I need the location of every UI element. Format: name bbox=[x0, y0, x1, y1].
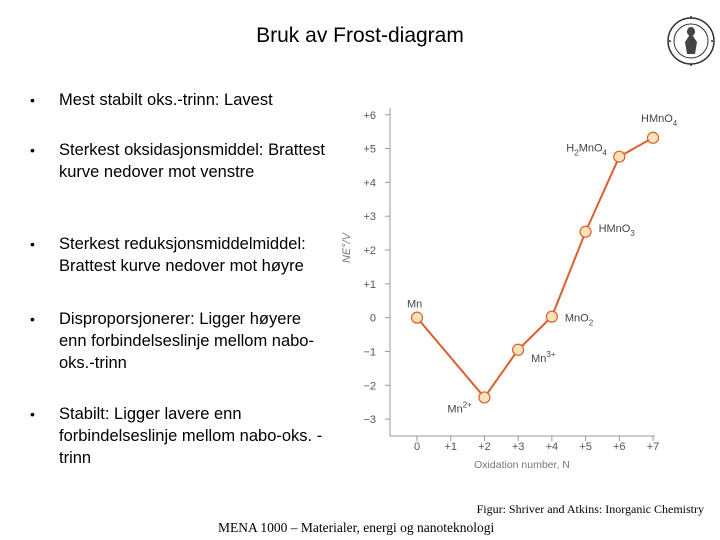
point-label bbox=[599, 223, 636, 238]
figure-caption: Figur: Shriver and Atkins: Inorganic Chemistry bbox=[476, 502, 704, 516]
bullet-item bbox=[30, 403, 330, 469]
bullet-item bbox=[30, 89, 330, 111]
data-point bbox=[412, 312, 423, 323]
point-label bbox=[641, 113, 678, 128]
y-tick-label: +1 bbox=[363, 278, 376, 291]
bullet-marker: • bbox=[30, 311, 35, 327]
frost-diagram-chart bbox=[340, 98, 680, 473]
data-point bbox=[479, 392, 490, 403]
bullet-marker: • bbox=[30, 142, 35, 158]
x-tick-label: +7 bbox=[646, 441, 660, 453]
x-tick-label: 0 bbox=[413, 441, 421, 453]
slide-footer: MENA 1000 – Materialer, energi og nanoteknologi bbox=[218, 520, 495, 535]
point-label-part: 2 bbox=[574, 148, 579, 158]
bullet-text: Disproporsjonerer: Ligger høyere enn forbindelseslinje mellom nabo-oks.-trinn bbox=[59, 310, 314, 372]
data-point bbox=[614, 151, 625, 162]
point-label bbox=[407, 299, 422, 311]
x-tick-label: +2 bbox=[478, 441, 491, 453]
bullet-text: Sterkest oksidasjonsmiddel: Brattest kurve nedover mot venstre bbox=[59, 141, 325, 181]
point-label-part: 2 bbox=[588, 318, 594, 328]
point-label bbox=[531, 350, 556, 365]
point-label bbox=[566, 143, 607, 158]
y-tick-label: −2 bbox=[363, 380, 376, 393]
university-seal-icon bbox=[666, 12, 716, 70]
y-tick-label: +4 bbox=[363, 177, 376, 190]
data-point bbox=[513, 344, 524, 355]
y-tick-label: 0 bbox=[369, 312, 376, 325]
x-tick-label: +3 bbox=[511, 441, 525, 453]
data-point bbox=[546, 311, 557, 322]
bullet-marker: • bbox=[30, 236, 35, 252]
y-tick-label: +3 bbox=[363, 211, 376, 224]
point-label-part: 3 bbox=[630, 228, 635, 238]
point-label-part: H bbox=[566, 142, 575, 155]
data-point bbox=[648, 132, 659, 143]
bullet-marker: • bbox=[30, 406, 35, 422]
y-tick-label: +5 bbox=[363, 143, 376, 156]
slide-title: Bruk av Frost-diagram bbox=[256, 24, 464, 47]
point-label bbox=[565, 313, 594, 328]
bullet-item bbox=[30, 233, 330, 277]
point-label-part: 3+ bbox=[546, 349, 556, 359]
y-tick-label: −3 bbox=[363, 414, 376, 427]
point-label-part: HMnO bbox=[598, 222, 631, 235]
point-label-part: 4 bbox=[602, 148, 607, 158]
x-axis-label: Oxidation number, N bbox=[474, 459, 570, 471]
point-label-part: MnO bbox=[578, 142, 603, 155]
point-label-part: Mn bbox=[531, 352, 547, 365]
y-tick-label: +6 bbox=[363, 109, 376, 122]
bullet-text: Mest stabilt oks.-trinn: Lavest bbox=[59, 91, 273, 109]
point-label-part: Mn bbox=[407, 298, 423, 311]
point-label-part: 2+ bbox=[462, 400, 472, 410]
x-tick-label: +5 bbox=[579, 441, 592, 453]
y-tick-label: −1 bbox=[363, 346, 376, 359]
x-tick-label: +6 bbox=[613, 441, 626, 453]
y-axis-label: NE°/V bbox=[341, 232, 353, 264]
data-point bbox=[580, 226, 591, 237]
bullet-item bbox=[30, 308, 330, 374]
point-label bbox=[447, 400, 472, 415]
bullet-marker: • bbox=[30, 92, 35, 108]
point-label-part: HMnO bbox=[641, 112, 673, 125]
y-tick-label: +2 bbox=[363, 245, 376, 258]
bullet-item bbox=[30, 139, 330, 183]
bullet-text: Stabilt: Ligger lavere enn forbindelseslinje mellom nabo-oks. -trinn bbox=[59, 405, 323, 467]
bullet-text: Sterkest reduksjonsmiddelmiddel: Brattest kurve nedover mot høyre bbox=[59, 235, 306, 275]
point-label-part: Mn bbox=[447, 403, 463, 416]
x-tick-label: +1 bbox=[444, 441, 457, 453]
point-label-part: 4 bbox=[672, 118, 678, 128]
x-tick-label: +4 bbox=[545, 441, 559, 453]
point-label-part: MnO bbox=[564, 312, 589, 325]
